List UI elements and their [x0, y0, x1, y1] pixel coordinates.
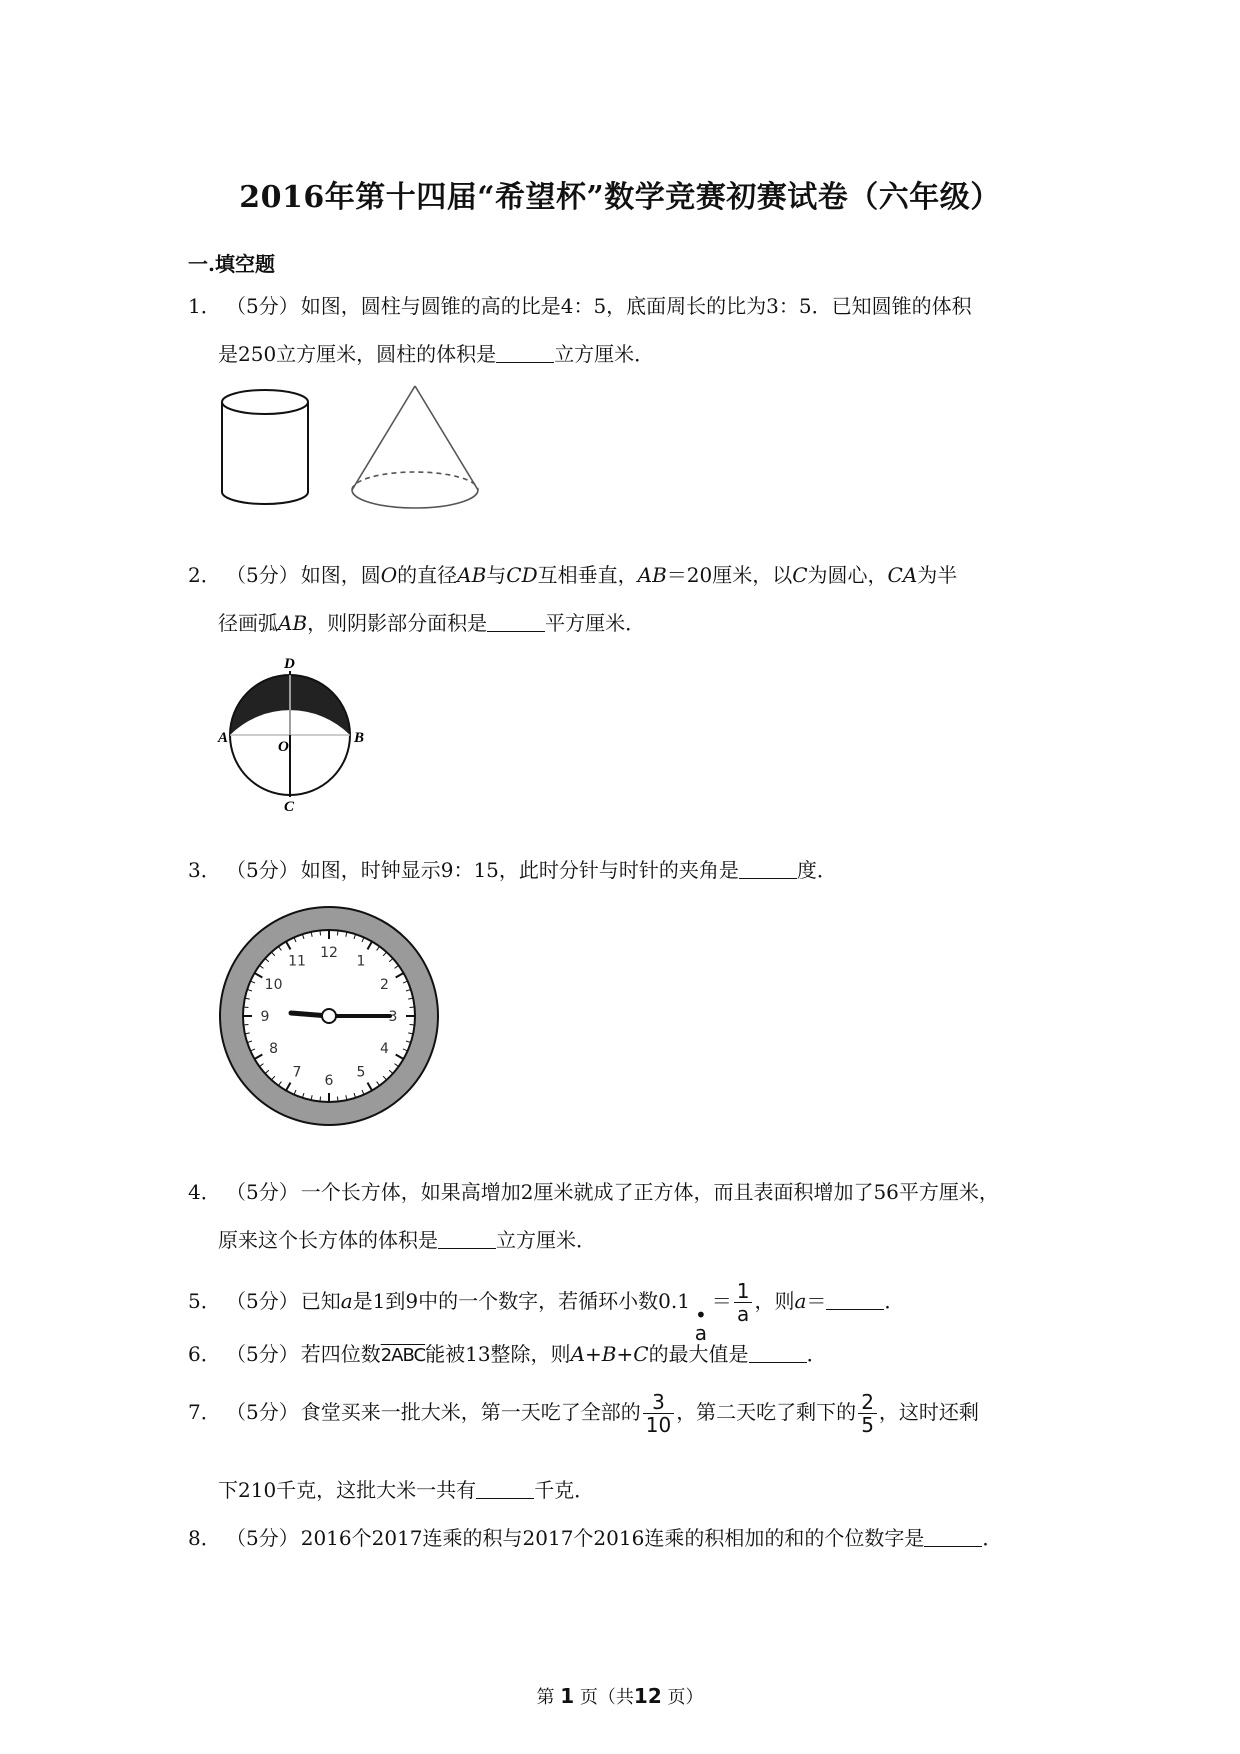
footer-text: 页（共 — [579, 1687, 634, 1708]
repeating-digit: • a — [694, 1303, 707, 1345]
question-5-line-1 — [188, 1277, 904, 1344]
question-6-line-1 — [188, 1342, 827, 1368]
clock-number: 10 — [264, 977, 283, 993]
minute-tick — [243, 1007, 248, 1008]
equals-sign: ＝ — [711, 1289, 732, 1313]
label-b: B — [354, 730, 365, 746]
variable-a: A — [570, 1342, 586, 1366]
minute-tick — [337, 930, 338, 935]
question-number: 2． — [188, 563, 221, 587]
fraction-denominator: 10 — [643, 1413, 674, 1436]
fraction-numerator: 1 — [736, 1279, 750, 1303]
question-2-line-1 — [188, 563, 957, 587]
fraction-2-over-5 — [858, 1391, 877, 1436]
label-o: O — [278, 739, 289, 755]
question-1-line-2 — [218, 342, 654, 366]
variable-o: O — [380, 563, 398, 587]
footer-text: 页） — [667, 1687, 704, 1708]
question-7-line-2 — [218, 1478, 594, 1502]
label-d: D — [284, 656, 295, 672]
fraction-numerator: 3 — [652, 1390, 665, 1414]
cylinder-shape — [222, 390, 308, 504]
answer-blank[interactable] — [487, 613, 545, 632]
question-text: 立方厘米． — [554, 342, 655, 366]
question-number: 7． — [188, 1400, 221, 1424]
plus-sign: + — [585, 1342, 602, 1366]
variable-ab: AB — [637, 563, 667, 587]
repeating-digit-a: a — [694, 1321, 707, 1345]
variable-c: C — [792, 563, 808, 587]
question-2-line-2 — [218, 611, 645, 635]
label-a: A — [218, 730, 229, 746]
question-score: （5分） — [226, 294, 299, 318]
question-text: 度． — [796, 858, 837, 882]
question-number: 4． — [188, 1180, 221, 1204]
question-4-line-2 — [218, 1228, 596, 1252]
question-text: 如图，圆 — [300, 563, 381, 587]
variable-ca: CA — [887, 563, 918, 587]
section-title: 一.填空题 — [188, 252, 275, 276]
answer-blank[interactable] — [826, 1291, 884, 1310]
clock-center-pin — [322, 1009, 336, 1023]
question-text: ． — [982, 1526, 1003, 1550]
question-text: 是250立方厘米，圆柱的体积是 — [218, 342, 497, 366]
question-score: （5分） — [226, 563, 299, 587]
minute-tick — [410, 1024, 415, 1025]
variable-c: C — [633, 1342, 649, 1366]
question-score: （5分） — [226, 1342, 299, 1366]
question-text: ，第二天吃了剩下的 — [676, 1400, 857, 1424]
page-number: 1 — [560, 1684, 575, 1708]
question-score: （5分） — [226, 1180, 299, 1204]
minute-tick — [243, 1024, 248, 1025]
minute-tick — [320, 1097, 321, 1102]
question-text: 是1到9中的一个数字，若循环小数0.1 — [352, 1289, 690, 1313]
question-number: 8． — [188, 1526, 221, 1550]
question-text: 立方厘米． — [496, 1228, 596, 1252]
clock-number: 9 — [260, 1009, 270, 1025]
question-8-line-1 — [188, 1526, 1002, 1550]
minute-tick — [410, 1007, 415, 1008]
label-c: C — [284, 799, 295, 815]
answer-blank[interactable] — [749, 1344, 807, 1363]
question-text: 2016个2017连乘的积与2017个2016连乘的积相加的和的个位数字是 — [300, 1526, 925, 1550]
question-text: 与 — [486, 563, 507, 587]
question-text: 径画弧 — [218, 611, 278, 635]
question-3-line-1 — [188, 858, 837, 882]
equals-sign: ＝ — [806, 1289, 827, 1313]
minute-tick — [320, 930, 321, 935]
question-text: ＝20厘米，以 — [666, 563, 793, 587]
fraction-3-over-10 — [643, 1391, 674, 1436]
answer-blank[interactable] — [924, 1528, 982, 1547]
fraction-1-over-a — [734, 1280, 753, 1325]
question-text: 一个长方体，如果高增加2厘米就成了正方体，而且表面积增加了56平方厘米， — [300, 1180, 999, 1204]
question-text: ． — [806, 1342, 827, 1366]
question-7-line-1 — [188, 1388, 979, 1436]
answer-blank[interactable] — [476, 1480, 534, 1499]
clock-number: 11 — [288, 953, 306, 970]
fraction-denominator: 5 — [858, 1413, 877, 1436]
question-text: 的直径 — [397, 563, 458, 587]
question-text: 食堂买来一批大米，第一天吃了全部的 — [300, 1400, 641, 1424]
page-title: 2016年第十四届“希望杯”数学竞赛初赛试卷（六年级） — [239, 180, 1001, 215]
question-text: ． — [884, 1289, 905, 1313]
page-total: 12 — [633, 1684, 662, 1708]
question-text: 为圆心， — [807, 563, 888, 587]
answer-blank[interactable] — [496, 344, 554, 363]
question-text: 若四位数 — [300, 1342, 381, 1366]
clock-number: 2 — [379, 977, 389, 993]
clock-number: 3 — [388, 1009, 398, 1025]
clock-number: 5 — [356, 1064, 366, 1081]
question-text: ，则阴影部分面积是 — [307, 611, 488, 635]
clock-number: 4 — [379, 1041, 389, 1057]
question-score: （5分） — [226, 858, 299, 882]
question-text: 千克． — [534, 1478, 595, 1502]
question-text: ，则 — [754, 1289, 795, 1313]
question-text: 的最大值是 — [648, 1342, 749, 1366]
variable-ab: AB — [278, 611, 308, 635]
plus-sign: + — [616, 1342, 634, 1366]
fraction-numerator: 2 — [861, 1390, 874, 1414]
four-digit-number: 2ABC — [380, 1345, 426, 1366]
question-text: 为半 — [917, 563, 958, 587]
question-4-line-1 — [188, 1180, 999, 1204]
circle-arc-figure — [218, 655, 378, 815]
cone-shape — [352, 386, 478, 508]
question-text: 原来这个长方体的体积是 — [218, 1228, 438, 1252]
clock-number: 8 — [269, 1041, 279, 1057]
variable-a: a — [794, 1289, 807, 1313]
clock-number: 12 — [320, 945, 338, 961]
variable-ab: AB — [457, 563, 487, 587]
question-1-line-1 — [188, 294, 972, 318]
clock-number: 1 — [356, 953, 366, 970]
question-score: （5分） — [226, 1526, 299, 1550]
clock-number: 7 — [292, 1064, 302, 1081]
question-text: ，这时还剩 — [878, 1400, 979, 1424]
answer-blank[interactable] — [438, 1230, 496, 1249]
page-footer — [0, 1683, 1240, 1709]
question-text: 下210千克，这批大米一共有 — [218, 1478, 477, 1502]
variable-a: a — [340, 1289, 353, 1313]
cylinder-cone-figure — [210, 380, 540, 540]
question-score: （5分） — [226, 1400, 299, 1424]
clock-figure — [218, 905, 440, 1127]
question-number: 3． — [188, 858, 221, 882]
minute-tick — [337, 1097, 338, 1102]
clock-number: 6 — [324, 1073, 334, 1089]
question-number: 1． — [188, 294, 221, 318]
question-number: 6． — [188, 1342, 221, 1366]
question-text: 平方厘米． — [545, 611, 646, 635]
question-text: 能被13整除，则 — [425, 1342, 571, 1366]
question-text: 如图，圆柱与圆锥的高的比是4：5，底面周长的比为3：5．已知圆锥的体积 — [300, 294, 972, 318]
variable-cd: CD — [506, 563, 538, 587]
answer-blank[interactable] — [739, 860, 797, 879]
question-text: 互相垂直， — [537, 563, 638, 587]
question-text: 已知 — [300, 1289, 341, 1313]
question-text: 如图，时钟显示9：15，此时分针与时针的夹角是 — [300, 858, 739, 882]
question-score: （5分） — [226, 1289, 299, 1313]
variable-b: B — [601, 1342, 617, 1366]
footer-text: 第 — [536, 1687, 555, 1708]
question-number: 5． — [188, 1289, 221, 1313]
fraction-denominator: a — [734, 1302, 752, 1325]
